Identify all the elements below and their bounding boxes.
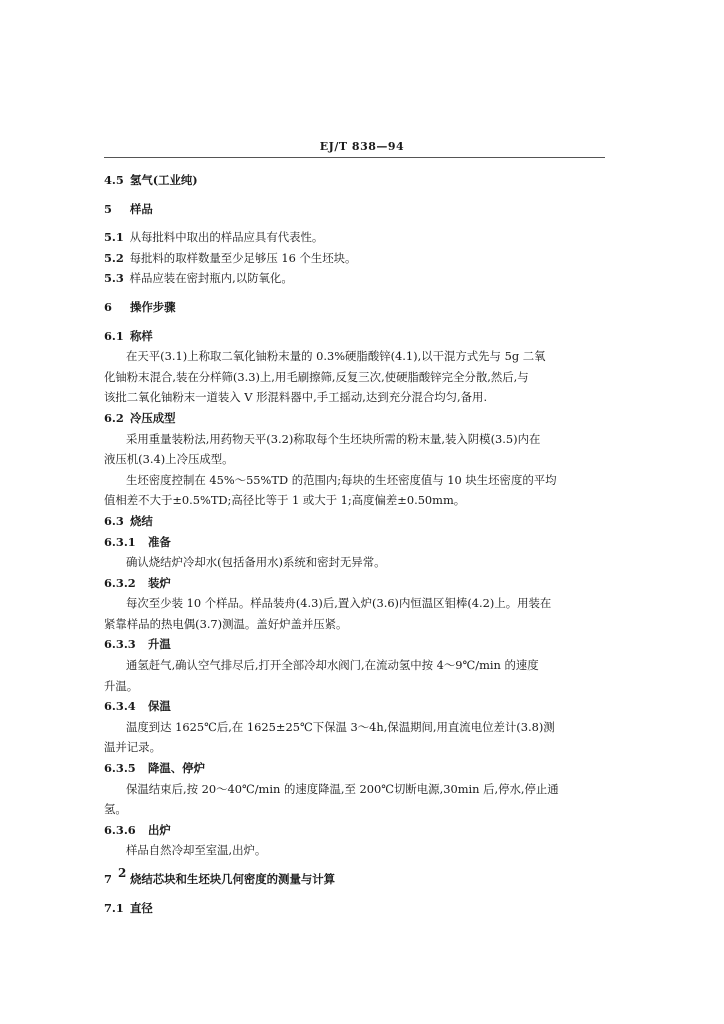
paragraph-line: 生坯密度控制在 45%～55%TD 的范围内;每块的生坯密度值与 10 块生坯密度的平均 [126,472,557,487]
section-6-2-heading: 6.2 冷压成型 [104,410,176,425]
paragraph-line: 该批二氧化铀粉末一道装入 V 形混料器中,手工摇动,达到充分混合均匀,备用. [104,390,488,405]
section-7-1-heading: 7.1 直径 [104,900,153,915]
section-5-2: 5.2 每批料的取样数量至少足够压 16 个生坯块。 [104,250,357,265]
paragraph-line: 氢。 [104,802,127,817]
paragraph-line: 在天平(3.1)上称取二氧化铀粉末量的 0.3%硬脂酸锌(4.1),以干混方式先与 5g 二氧 [126,349,546,364]
paragraph-line: 液压机(3.4)上冷压成型。 [104,452,234,467]
paragraph-line: 每次至少装 10 个样品。样品装舟(4.3)后,置入炉(3.6)内恒温区钼棒(4.2)上。用装在 [126,596,552,611]
section-6-3-2-heading: 6.3.2 装炉 [104,575,171,590]
paragraph-line: 温并记录。 [104,740,161,755]
paragraph-line: 紧靠样品的热电偶(3.7)测温。盖好炉盖并压紧。 [104,616,348,631]
section-5-1: 5.1 从每批料中取出的样品应具有代表性。 [104,230,324,245]
paragraph-line: 样品自然冷却至室温,出炉。 [126,843,267,858]
section-4-5: 4.5 氢气(工业纯) [104,173,198,187]
header-rule [104,157,605,158]
section-6-1-heading: 6.1 称样 [104,328,153,343]
paragraph-line: 化铀粉末混合,装在分样筛(3.3)上,用毛刷擦筛,反复三次,使硬脂酸锌完全分散,然后,与 [104,369,529,384]
paragraph-line: 值相差不大于±0.5%TD;高径比等于 1 或大于 1;高度偏差±0.50mm。 [104,493,466,508]
section-5-heading: 5 样品 [104,201,153,216]
section-6-heading: 6 操作步骤 [104,299,176,314]
section-6-3-4-heading: 6.3.4 保温 [104,699,171,714]
section-6-3-5-heading: 6.3.5 降温、停炉 [104,761,205,776]
paragraph-line: 温度到达 1625℃后,在 1625±25℃下保温 3～4h,保温期间,用直流电位差计(3.8)测 [126,719,555,734]
document-body [104,170,606,918]
section-7-heading: 7 烧结芯块和生坯块几何密度的测量与计算 [104,872,336,886]
page-number: 2 [118,866,127,880]
section-6-3-3-heading: 6.3.3 升温 [104,637,171,652]
paragraph-line: 升温。 [104,678,139,693]
section-6-3-heading: 6.3 烧结 [104,513,153,528]
paragraph-line: 保温结束后,按 20～40℃/min 的速度降温,至 200℃切断电源,30min 后,停水,停止通 [126,781,559,796]
document-code-header: EJ/T 838—94 [319,140,405,153]
section-5-3: 5.3 样品应装在密封瓶内,以防氧化。 [104,271,293,286]
section-6-3-6-heading: 6.3.6 出炉 [104,822,171,837]
section-6-3-1-heading: 6.3.1 准备 [104,534,171,549]
paragraph-line: 采用重量装粉法,用药物天平(3.2)称取每个生坯块所需的粉末量,装入阴模(3.5)内在 [126,431,541,446]
paragraph-line: 通氢赶气,确认空气排尽后,打开全部冷却水阀门,在流动氢中按 4～9℃/min 的速度 [126,658,539,673]
paragraph-line: 确认烧结炉冷却水(包括备用水)系统和密封无异常。 [126,555,386,570]
